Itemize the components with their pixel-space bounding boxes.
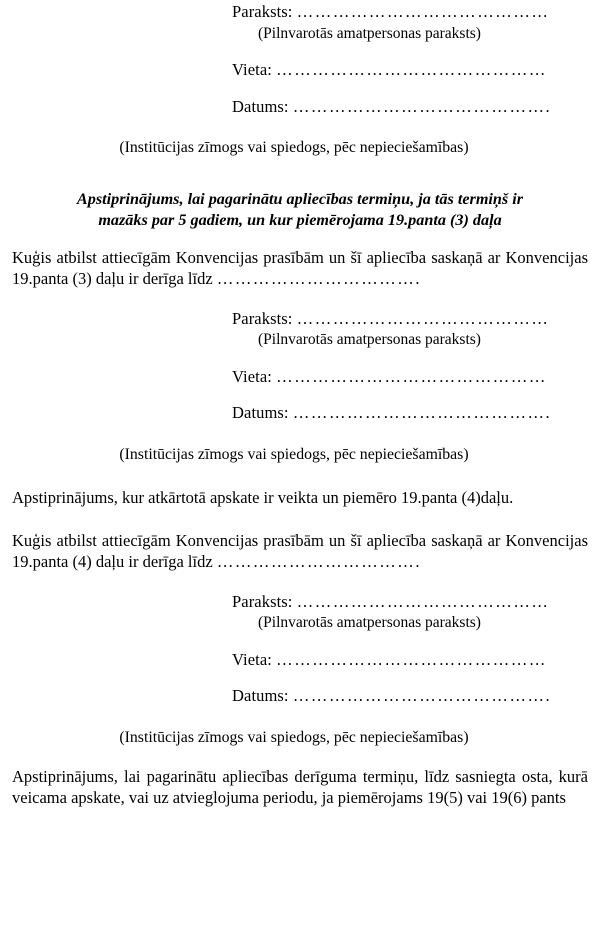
spacer (12, 631, 588, 652)
paragraph-validity-19-3 (12, 247, 588, 290)
spacer (12, 290, 588, 311)
signature-block-1 (12, 4, 588, 156)
date-line (12, 96, 588, 116)
signature-label: Paraksts: (232, 2, 293, 21)
date-dotted-fill: ……………………………………. (292, 96, 552, 116)
paragraph-survey-19-4: Apstiprinājums, kur atkārtotā apskate ir veikta un piemēro 19.panta (4)daļu. (12, 487, 514, 507)
place-label: Vieta: (232, 60, 272, 79)
spacer (12, 231, 588, 247)
place-dotted-fill: ……………………………………… (276, 366, 547, 386)
place-line (12, 649, 588, 669)
stamp-note: (Institūcijas zīmogs vai spiedogs, pēc nepieciešamības) (119, 445, 469, 463)
spacer (12, 348, 588, 369)
spacer (12, 508, 588, 530)
spacer (12, 156, 588, 189)
date-dotted-fill: ……………………………………. (292, 403, 552, 423)
date-label: Datums: (232, 96, 289, 116)
validity-dotted-fill: ……………………………. (216, 269, 422, 289)
spacer (12, 573, 588, 594)
spacer (12, 41, 588, 62)
place-dotted-fill: ……………………………………… (276, 60, 547, 79)
validity-dotted-fill: ……………………………. (216, 552, 422, 572)
stamp-note: (Institūcijas zīmogs vai spiedogs, pēc nepieciešamības) (119, 728, 469, 746)
signature-label: Paraksts: (232, 308, 293, 328)
spacer (12, 746, 588, 766)
authorized-official-caption: (Pilnvarotās amatpersonas paraksts) (258, 614, 481, 632)
spacer (12, 668, 588, 688)
place-dotted-fill: ……………………………………… (276, 649, 547, 669)
signature-label: Paraksts: (232, 591, 293, 611)
spacer (12, 385, 588, 405)
paragraph-text: Kuģis atbilst attiecīgām Konvencijas prasībām un šī apliecība saskaņā ar Konvencijas 19.panta (3) daļu ir derīga līdz (12, 247, 588, 289)
spacer (12, 79, 588, 99)
signature-dotted-fill: …………………………………… (296, 308, 550, 328)
signature-line (12, 4, 588, 21)
authorized-official-caption: (Pilnvarotās amatpersonas paraksts) (258, 24, 481, 42)
place-line (12, 62, 588, 79)
paragraph-text: Kuģis atbilst attiecīgām Konvencijas prasībām un šī apliecība saskaņā ar Konvencijas 19.panta (4) daļu ir derīga līdz (12, 531, 588, 572)
heading-line-1: Apstiprinājums, lai pagarinātu apliecības termiņu, ja tās termiņš ir (76, 189, 524, 208)
place-line (12, 366, 588, 386)
authorized-official-caption: (Pilnvarotās amatpersonas paraksts) (258, 331, 481, 349)
signature-dotted-fill: …………………………………… (296, 591, 550, 611)
place-label: Vieta: (232, 366, 272, 386)
signature-dotted-fill: …………………………………… (296, 2, 550, 21)
date-dotted-fill: ……………………………………. (292, 686, 552, 706)
date-line (12, 688, 588, 705)
place-label: Vieta: (232, 649, 272, 669)
paragraph-validity-19-4 (12, 530, 588, 573)
date-label: Datums: (232, 403, 289, 423)
paragraph-port-extension-19-5-19-6: Apstiprinājums, lai pagarinātu apliecības derīguma termiņu, līdz sasniegta osta, kurā veicama apskate, vai uz atvieglojuma periodu, ja piemērojams 19(5) vai 19(6) pants (12, 766, 588, 808)
signature-line (12, 308, 588, 328)
heading-line-2: mazāks par 5 gadiem, un kur piemērojama 19.panta (3) daļa (98, 210, 502, 229)
signature-block-2 (12, 308, 588, 463)
date-line (12, 405, 588, 422)
date-label: Datums: (232, 686, 289, 706)
spacer (12, 463, 588, 487)
heading-extension-19-3 (12, 189, 588, 231)
signature-line (12, 591, 588, 611)
stamp-note: (Institūcijas zīmogs vai spiedogs, pēc nepieciešamības) (119, 139, 469, 156)
signature-block-3 (12, 591, 588, 746)
